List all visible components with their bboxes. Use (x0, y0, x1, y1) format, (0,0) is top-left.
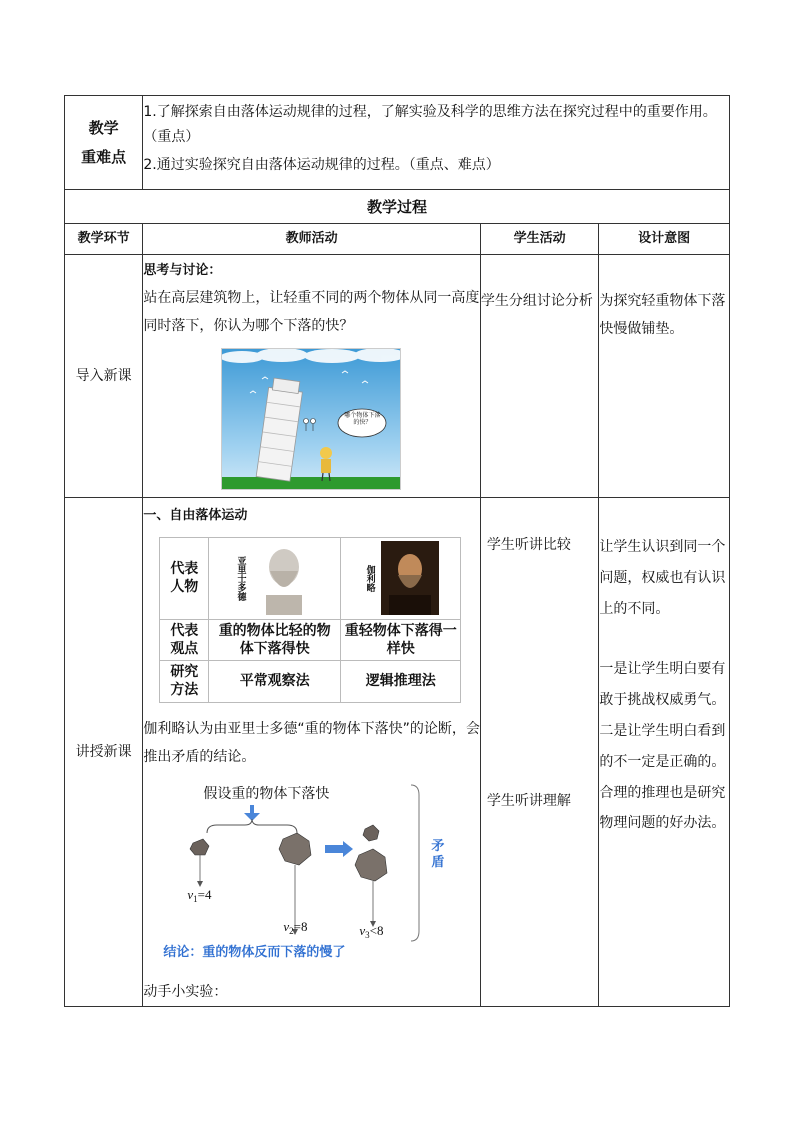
key-points-label: 教学 重难点 (65, 96, 143, 190)
aristotle-name: 亚里士多德 (235, 555, 246, 601)
header-teacher: 教师活动 (143, 224, 481, 255)
header-intent: 设计意图 (599, 224, 730, 255)
aristotle-cell (209, 537, 341, 619)
experiment-label: 动手小实验： (143, 983, 228, 1000)
lesson-plan-page (64, 95, 730, 1007)
discussion-question: 站在高层建筑物上，让轻重不同的两个物体从同一高度同时落下，你认为哪个下落的快？ (143, 289, 480, 334)
v2-label: $v_2=8$ (283, 918, 308, 936)
intent-intro: 为探究轻重物体下落快慢做铺垫。 (599, 255, 730, 498)
section-title: 一、自由落体运动 (143, 508, 248, 523)
comparison-table: 代表人物 亚里士多德 伽利略 代表观点 重的物体比轻的物体下落得快 重轻物体下落得一样快 研究方法 平常观察法 逻辑推理法 (159, 537, 461, 703)
stage-intro: 导入新课 (65, 255, 143, 498)
header-student: 学生活动 (480, 224, 599, 255)
teacher-activity-intro (143, 255, 481, 498)
conclusion-text: 结论：重的物体反而下落的慢了 (163, 944, 346, 960)
teacher-activity-lecture (143, 498, 481, 1007)
aristotle-bust-icon (252, 541, 316, 615)
student-activity-intro: 学生分组讨论分析 (480, 255, 599, 498)
assume-text: 假设重的物体下落快 (203, 785, 330, 802)
key-points-content (143, 96, 730, 190)
key-point-2: 2.通过实验探究自由落体运动规律的过程。（重点、难点） (143, 157, 500, 173)
student-activity-lecture (480, 498, 599, 1007)
student-compare: 学生听讲比较 (486, 537, 571, 553)
bubble-text: 哪个物体下落的快？ (344, 411, 381, 426)
contradiction-diagram (147, 783, 447, 965)
galileo-portrait-icon (381, 541, 439, 615)
process-title: 教学过程 (65, 190, 730, 224)
contradiction-label: 矛盾 (431, 838, 445, 871)
v1-label: $v_1=4$ (187, 886, 212, 904)
pisa-tower-illustration (221, 348, 401, 490)
intent-lecture: 让学生认识到同一个问题，权威也有认识上的不同。 一是让学生明白要有敢于挑战权威勇气。 二是让学生明白看到的不一定是正确的。合理的推理也是研究物理问题的好办法。 (599, 498, 730, 1007)
lesson-table (64, 95, 730, 1007)
discussion-title: 思考与讨论： (143, 263, 222, 278)
header-stage: 教学环节 (65, 224, 143, 255)
galileo-cell (341, 537, 461, 619)
v3-label: $v_3<8$ (359, 922, 384, 940)
student-understand: 学生听讲理解 (486, 793, 571, 809)
cmp-row1-label: 代表人物 (160, 537, 209, 619)
key-point-1: 1.了解探索自由落体运动规律的过程，了解实验及科学的思维方法在探究过程中的重要作用。（重点） (143, 104, 717, 145)
galileo-name: 伽利略 (364, 564, 375, 592)
stage-lecture: 讲授新课 (65, 498, 143, 1007)
galileo-argument: 伽利略认为由亚里士多德“重的物体下落快”的论断，会推出矛盾的结论。 (143, 720, 480, 765)
